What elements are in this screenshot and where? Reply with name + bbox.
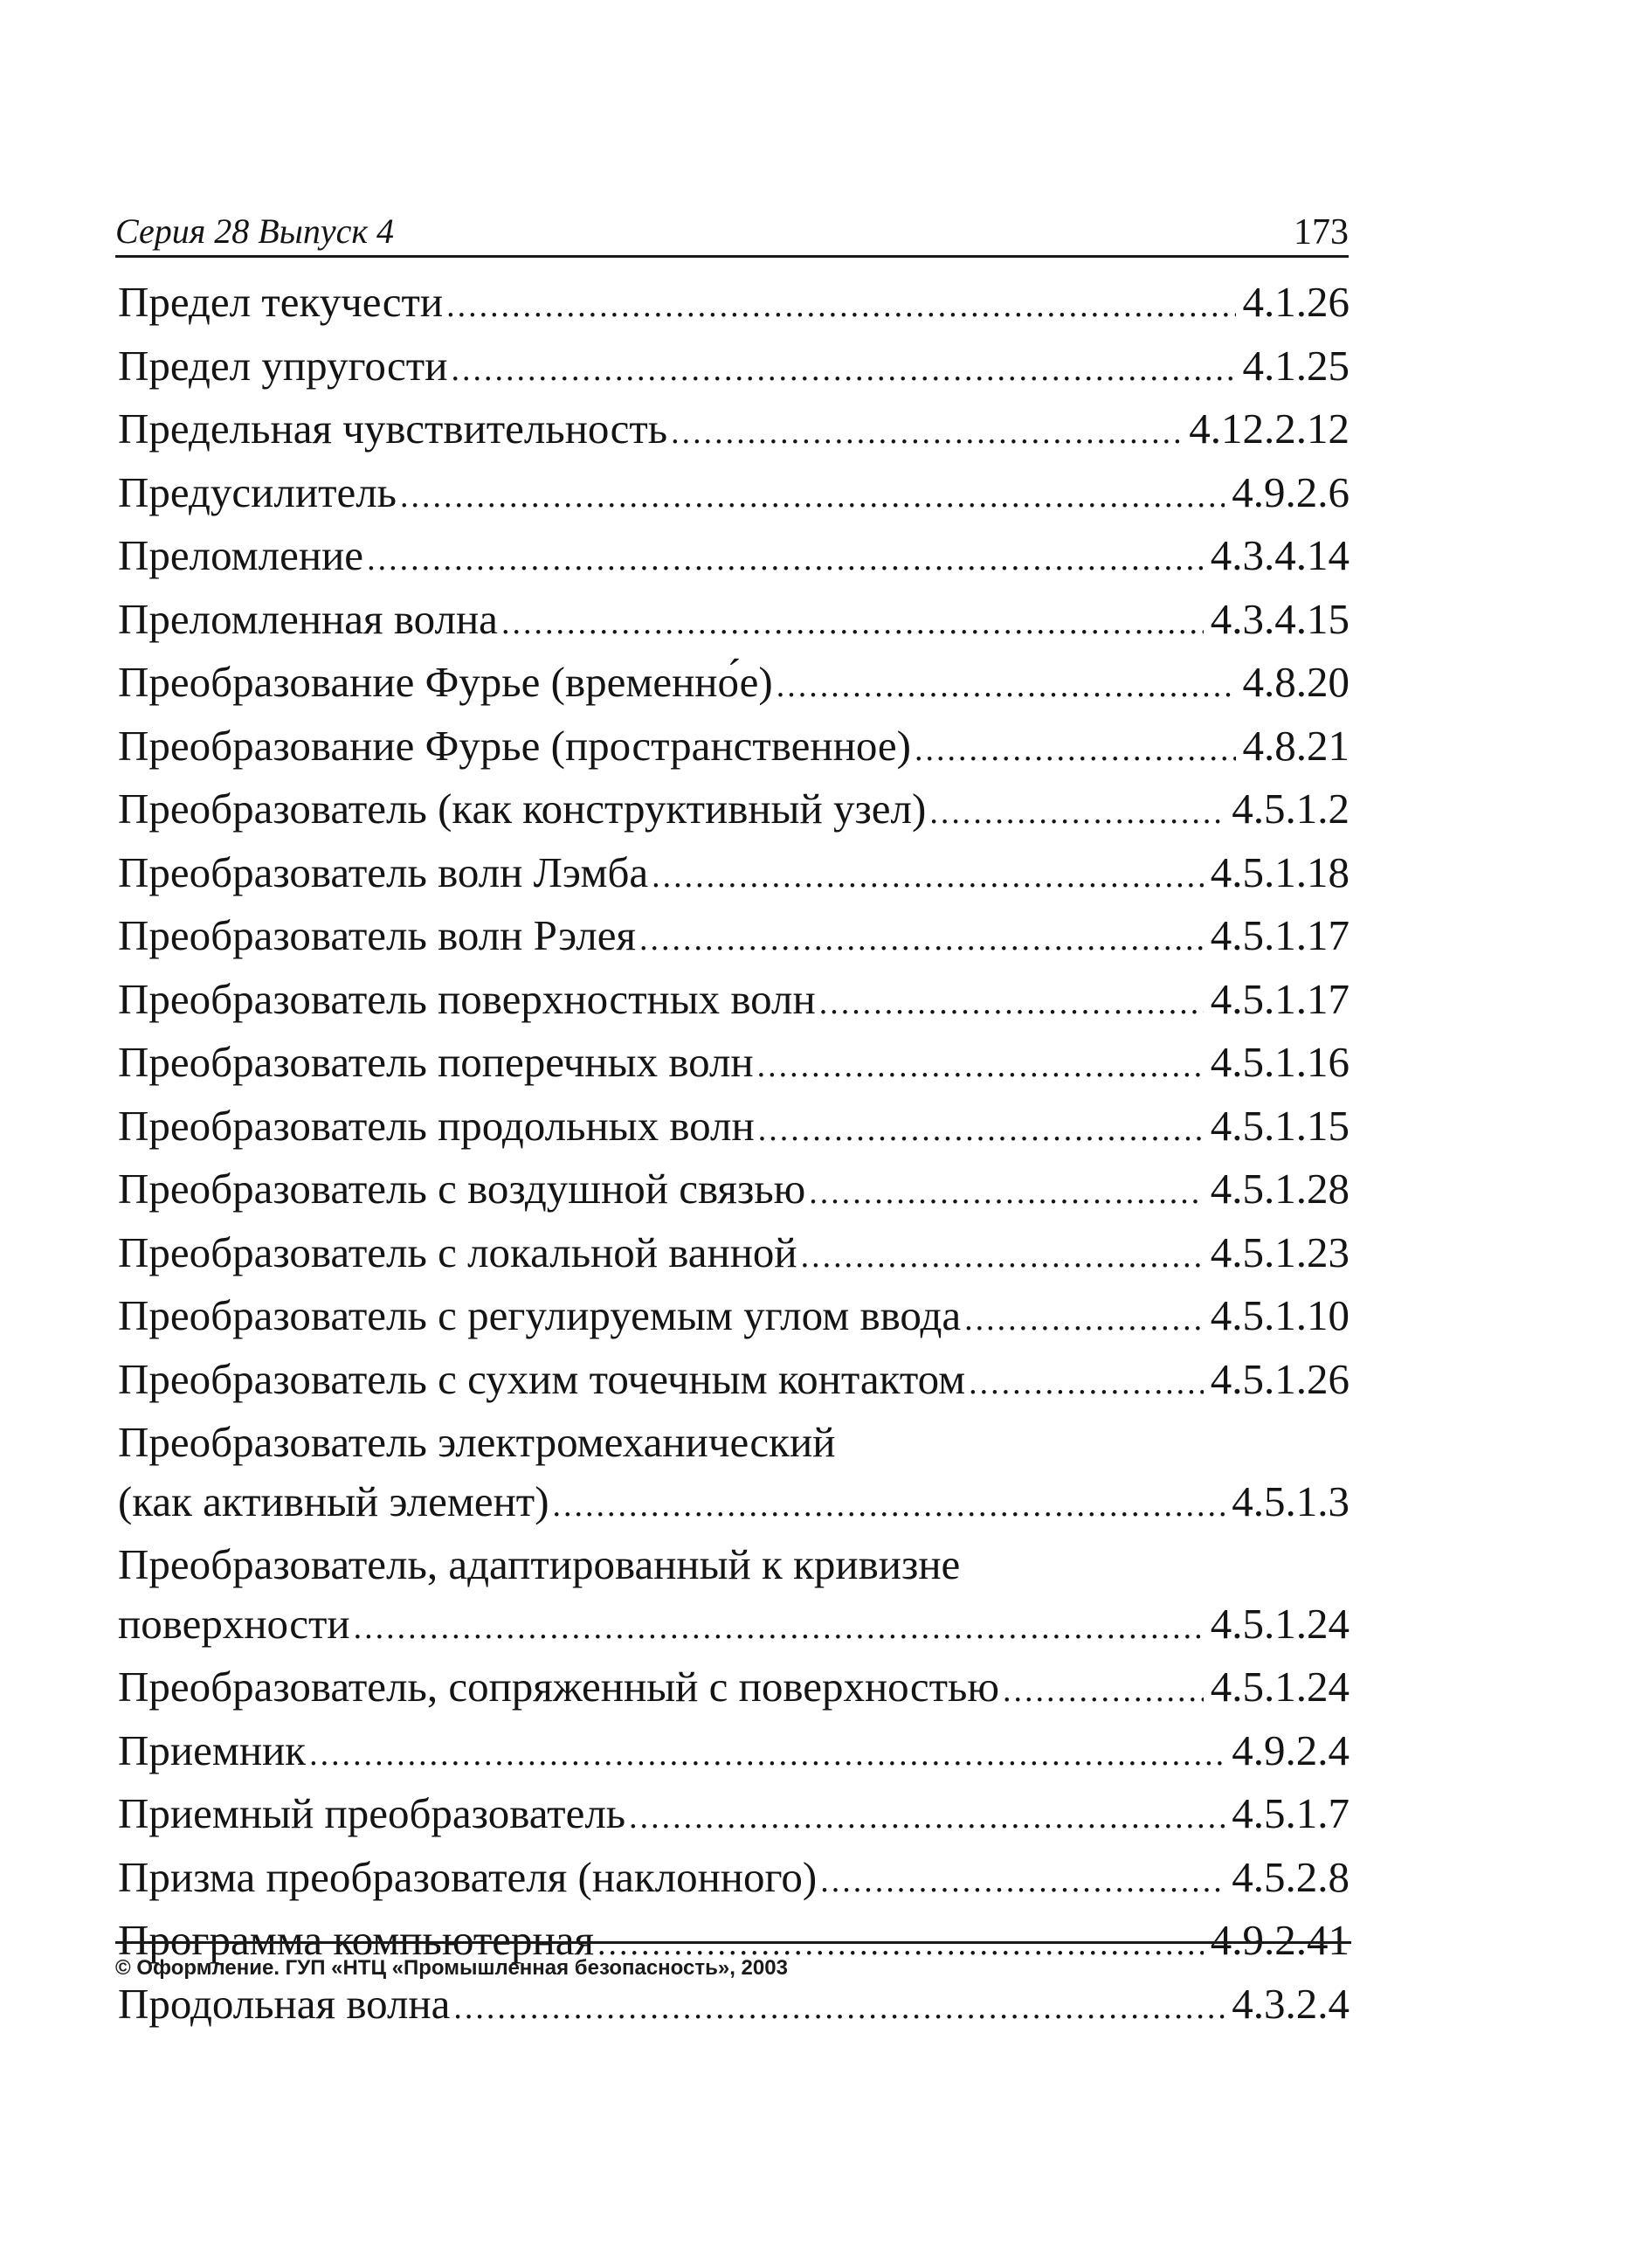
entry-term: Преобразователь с локальной ванной [118, 1227, 797, 1276]
index-entry [118, 590, 1350, 653]
index-entry [118, 970, 1350, 1034]
entry-term: Преобразователь поперечных волн [118, 1038, 754, 1086]
entry-term: Преобразователь, сопряженный с поверхностью [118, 1663, 999, 1711]
index-entry [118, 1535, 1350, 1657]
entry-reference: 4.5.1.2 [1232, 785, 1350, 833]
copyright-footer: © Оформление. ГУП «НТЦ «Промышленная безопасность», 2003 [115, 1941, 1351, 1981]
dot-leader [757, 1037, 1204, 1096]
dot-leader [354, 1599, 1204, 1658]
entry-reference: 4.5.2.8 [1232, 1852, 1350, 1901]
dot-leader [915, 721, 1236, 780]
page-header [115, 210, 1349, 258]
entry-reference: 4.1.25 [1242, 341, 1350, 390]
entry-term: Предельная чувствительность [118, 405, 668, 453]
entry-term: Преобразователь поверхностных волн [118, 974, 816, 1023]
dot-leader [639, 910, 1204, 970]
page-number: 173 [1294, 212, 1349, 252]
dot-leader [929, 784, 1225, 843]
dot-leader [400, 467, 1225, 527]
entry-reference: 4.5.1.7 [1232, 1789, 1350, 1837]
entry-term: поверхности [118, 1599, 350, 1648]
entry-term: Преобразователь с воздушной связью [118, 1165, 806, 1213]
index-entry [118, 1159, 1350, 1223]
dot-leader [629, 1788, 1225, 1848]
entry-term: Предел текучести [118, 278, 444, 326]
dot-leader [501, 594, 1204, 653]
entry-reference: 4.9.2.6 [1232, 467, 1350, 516]
entry-term: Преобразователь (как конструктивный узел) [118, 785, 927, 833]
entry-term: Призма преобразователя (наклонного) [118, 1852, 818, 1901]
entry-term: Преобразователь волн Рэлея [118, 911, 637, 959]
entry-reference: 4.5.1.28 [1210, 1165, 1350, 1213]
entry-term: Предусилитель [118, 467, 397, 516]
entry-reference: 4.5.1.23 [1210, 1227, 1350, 1276]
entry-reference: 4.9.2.4 [1232, 1725, 1350, 1774]
dot-leader [652, 847, 1204, 907]
dot-leader [777, 657, 1236, 716]
entry-reference: 4.5.1.24 [1210, 1663, 1350, 1711]
dot-leader [671, 404, 1182, 463]
index-entry [118, 273, 1350, 336]
entry-term: Преобразователь продольных волн [118, 1101, 755, 1150]
dot-leader [758, 1101, 1204, 1160]
dot-leader [819, 974, 1204, 1034]
index-entry [118, 1784, 1350, 1848]
index-entry [118, 399, 1350, 463]
index-entry [118, 843, 1350, 907]
index-entry [118, 1974, 1350, 2038]
dot-leader [809, 1164, 1203, 1223]
series-title: Серия 28 Выпуск 4 [115, 211, 395, 251]
entry-reference: 4.3.2.4 [1232, 1979, 1350, 2028]
index-entry [118, 526, 1350, 590]
entry-reference: 4.12.2.12 [1189, 405, 1350, 453]
dot-leader [1003, 1662, 1204, 1721]
dot-leader [801, 1227, 1204, 1287]
entry-term: Преломленная волна [118, 594, 498, 643]
index-entry [118, 1286, 1350, 1350]
index-list [118, 273, 1350, 2037]
index-entry [118, 1033, 1350, 1096]
entry-reference: 4.5.1.17 [1210, 911, 1350, 959]
entry-reference: 4.5.1.3 [1232, 1476, 1350, 1525]
entry-term: Преобразователь с сухим точечным контактом [118, 1354, 966, 1403]
index-entry [118, 1096, 1350, 1160]
index-entry [118, 1721, 1350, 1785]
dot-leader [969, 1354, 1204, 1414]
entry-term: Продольная волна [118, 1979, 451, 2028]
dot-leader [451, 341, 1235, 400]
entry-term: Преобразование Фурье (временно́е) [118, 658, 773, 706]
dot-leader [309, 1725, 1225, 1785]
dot-leader [446, 277, 1235, 336]
index-entry [118, 1848, 1350, 1912]
entry-reference: 4.3.4.14 [1210, 531, 1350, 579]
entry-reference: 4.8.20 [1242, 658, 1350, 706]
entry-term: Предел упругости [118, 341, 448, 390]
entry-term-first-line: Преобразователь электромеханический [118, 1418, 836, 1466]
entry-term: Преломление [118, 531, 364, 579]
entry-reference: 4.5.1.16 [1210, 1038, 1350, 1086]
index-entry [118, 716, 1350, 780]
index-entry [118, 779, 1350, 843]
entry-term-first-line: Преобразователь, адаптированный к кривизне [118, 1540, 961, 1588]
dot-leader [453, 1979, 1225, 2038]
index-entry [118, 653, 1350, 716]
dot-leader [553, 1476, 1225, 1536]
entry-reference: 4.3.4.15 [1210, 594, 1350, 643]
entry-reference: 4.9.2.41 [1210, 1916, 1350, 1964]
index-entry [118, 1657, 1350, 1721]
entry-term: Программа компьютерная [118, 1916, 595, 1964]
entry-term: Приемник [118, 1725, 307, 1774]
index-entry [118, 1350, 1350, 1414]
entry-term: Приемный преобразователь [118, 1789, 626, 1837]
entry-reference: 4.5.1.18 [1210, 847, 1350, 896]
index-entry [118, 1413, 1350, 1535]
entry-reference: 4.5.1.17 [1210, 974, 1350, 1023]
dot-leader [820, 1852, 1225, 1912]
entry-reference: 4.5.1.10 [1210, 1291, 1350, 1339]
entry-reference: 4.5.1.26 [1210, 1354, 1350, 1403]
entry-reference: 4.5.1.15 [1210, 1101, 1350, 1150]
entry-reference: 4.8.21 [1242, 721, 1350, 770]
index-entry [118, 1223, 1350, 1287]
dot-leader [964, 1290, 1204, 1350]
entry-term: Преобразователь волн Лэмба [118, 847, 649, 896]
index-entry [118, 336, 1350, 400]
index-entry [118, 463, 1350, 527]
dot-leader [367, 530, 1204, 590]
entry-term: Преобразование Фурье (пространственное) [118, 721, 911, 770]
entry-reference: 4.1.26 [1242, 278, 1350, 326]
entry-term: (как активный элемент) [118, 1476, 549, 1525]
index-entry [118, 906, 1350, 970]
entry-term: Преобразователь с регулируемым углом ввода [118, 1291, 962, 1339]
entry-reference: 4.5.1.24 [1210, 1599, 1350, 1648]
